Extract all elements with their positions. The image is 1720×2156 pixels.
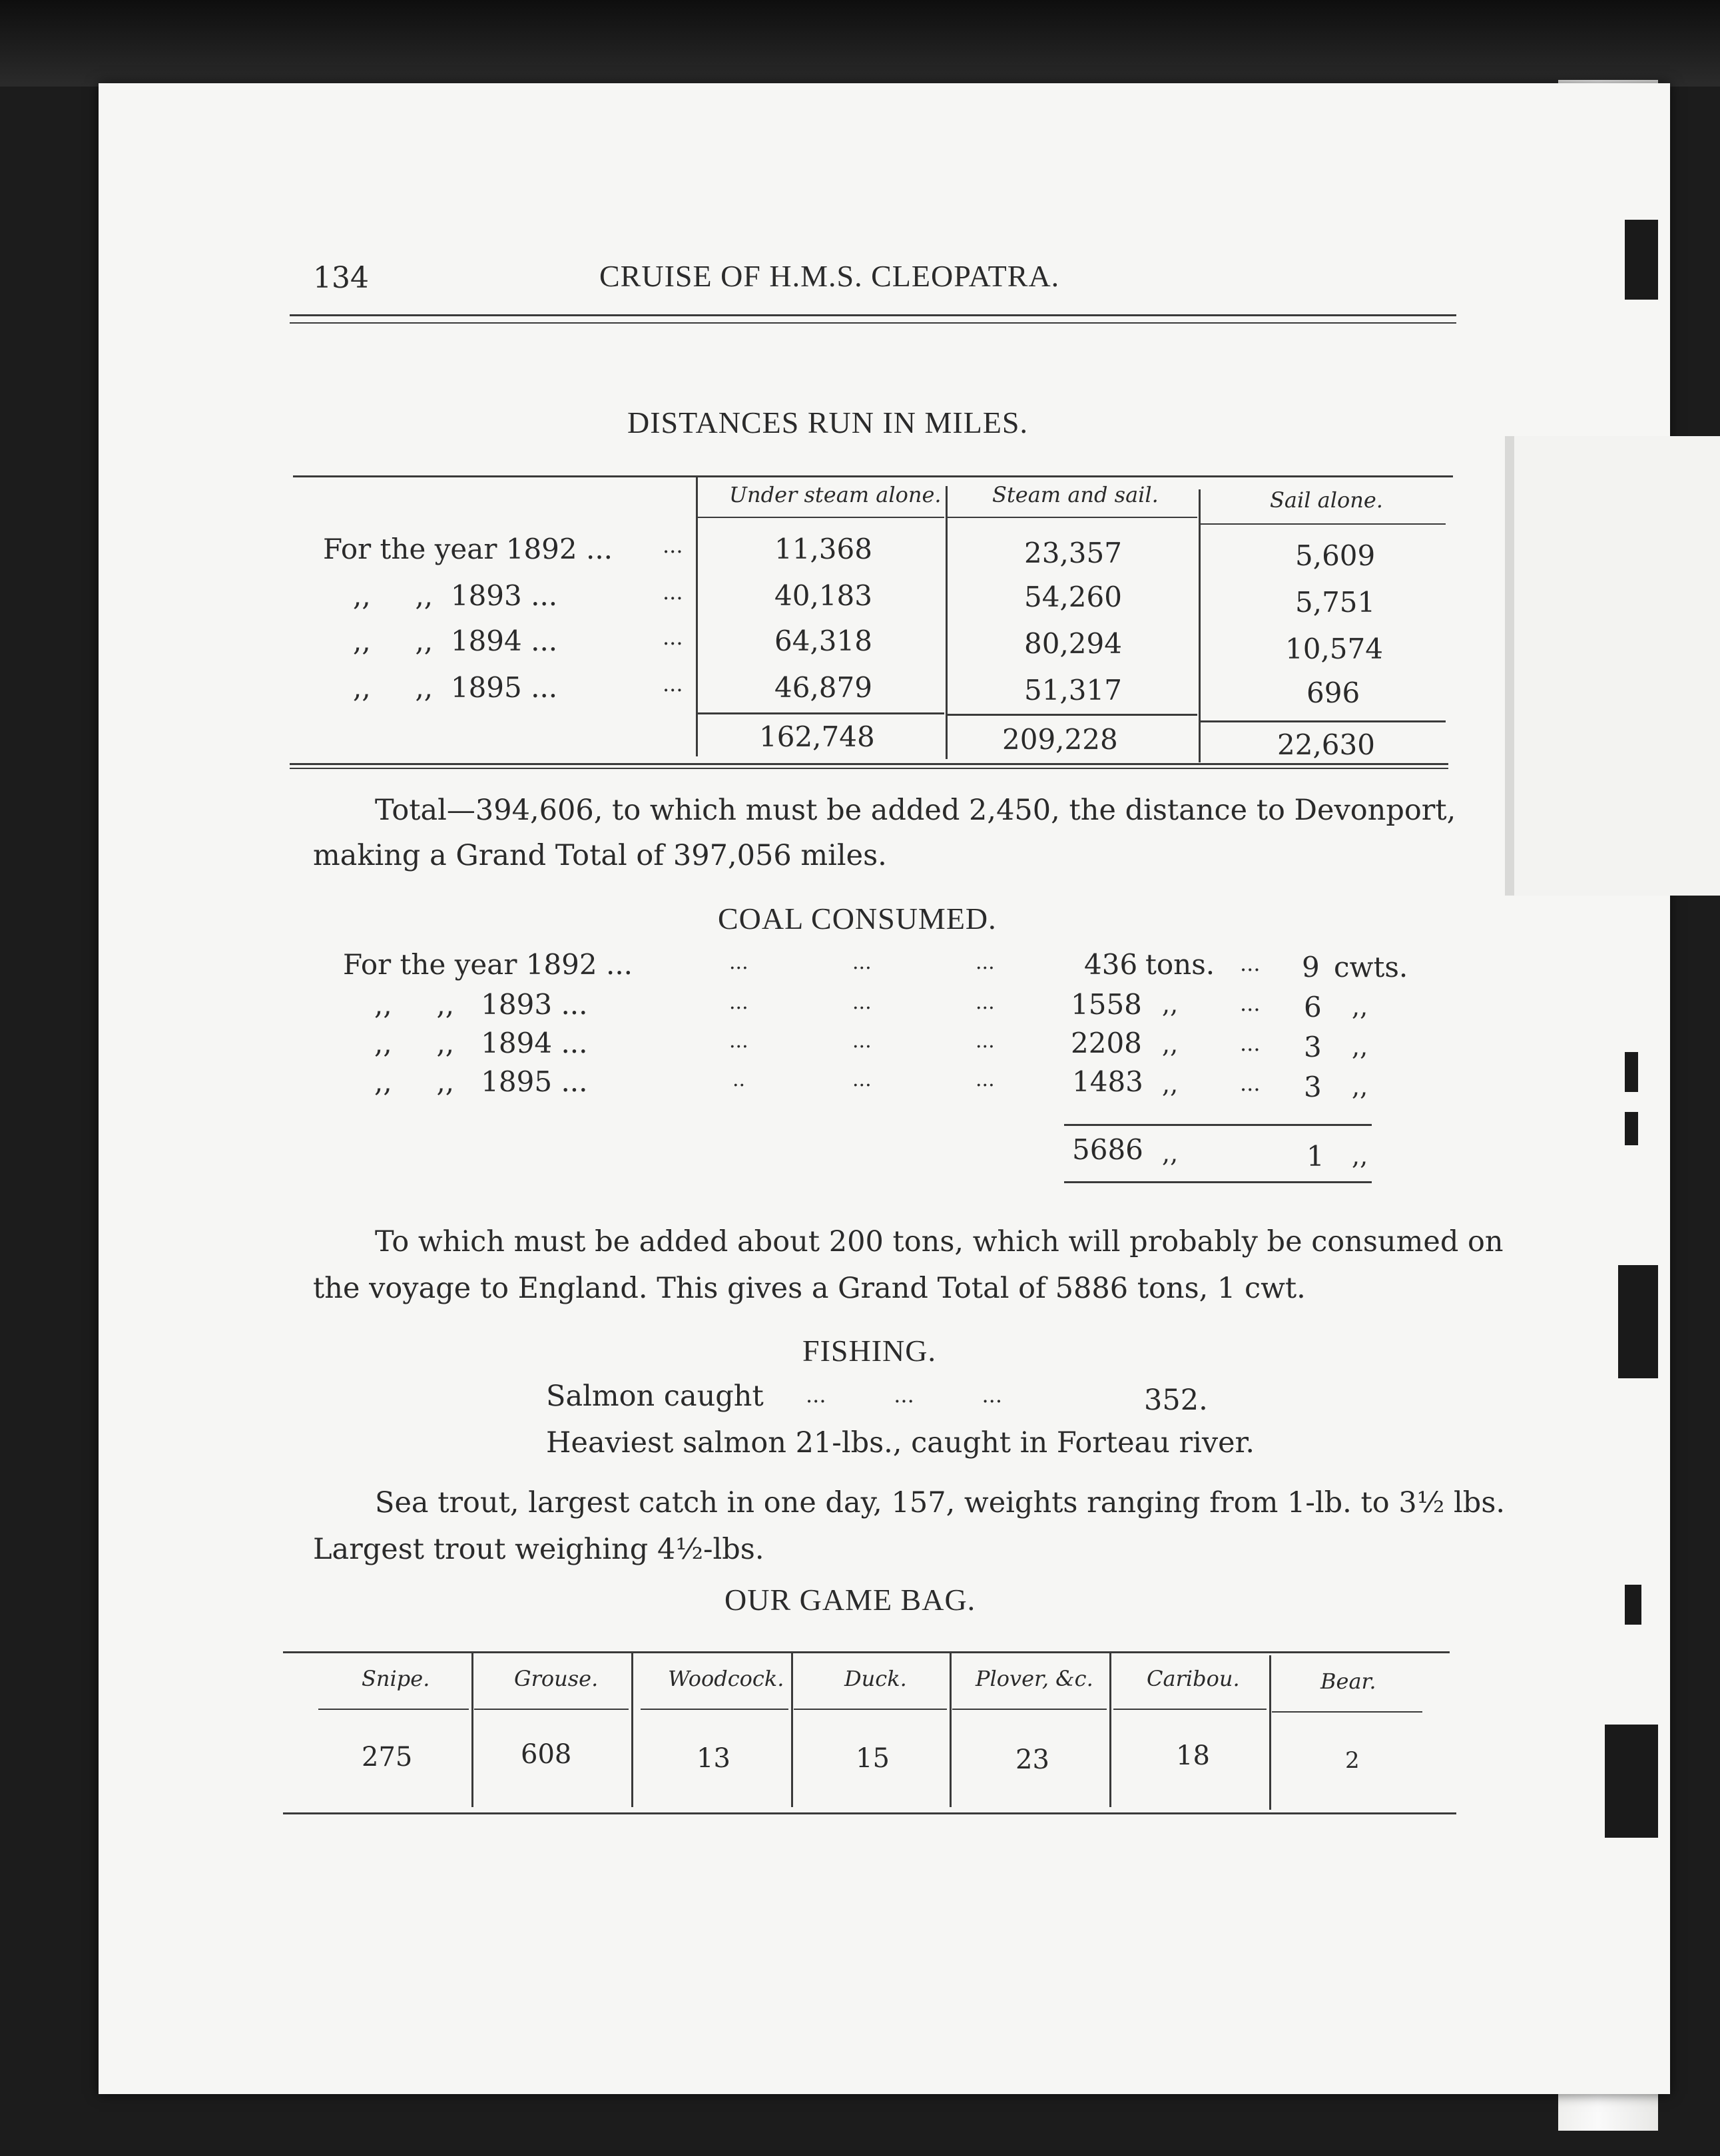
coal-tons-unit: ,, [1162,1069,1179,1099]
salmon-value: 352. [1144,1384,1208,1417]
game-column-divider [1109,1653,1111,1807]
coal-row-dots: ... [852,991,872,1014]
distance-steam: 40,183 [774,579,872,612]
game-column-divider [631,1653,633,1807]
game-value-duck: 15 [856,1743,890,1774]
fishing-heading: FISHING. [802,1334,936,1368]
game-header-plover: Plover, &c. [976,1666,1093,1691]
coal-note-line2: the voyage to England. This gives a Grand Total of 5886 tons, 1 cwt. [313,1272,1306,1305]
coal-tons: 1558 [1071,988,1142,1021]
coal-sep: ... [1240,1031,1261,1056]
trout-line2: Largest trout weighing 4½-lbs. [313,1533,764,1566]
game-header-snipe: Snipe. [362,1666,430,1691]
coal-row-dots: ... [976,1029,995,1053]
header-underline [698,517,944,518]
game-header-duck: Duck. [844,1666,907,1691]
header-underline [1201,523,1446,525]
game-column-divider [471,1653,473,1807]
coal-sep: ... [1240,951,1261,976]
coal-row-dots: ... [852,1068,872,1091]
coal-row-dots: ... [729,1029,748,1053]
header-rule [290,314,1456,316]
coal-tons: 436 [1084,948,1138,981]
distance-sail: 5,609 [1295,539,1376,572]
coal-total-rule [1064,1124,1372,1126]
game-bag-heading: OUR GAME BAG. [724,1583,976,1617]
table-bottom-rule [290,768,1448,769]
coal-tons: 2208 [1071,1027,1142,1059]
coal-row-label: ,, ,, 1893 ... [374,988,588,1021]
column-header-sail: Sail alone. [1270,487,1383,513]
game-value-snipe: 275 [362,1742,413,1772]
distance-row-label: ,, ,, 1893 ... [353,579,558,612]
total-steam-sail: 209,228 [1002,723,1118,756]
trout-line1: Sea trout, largest catch in one day, 157, weights ranging from 1-lb. to 3½ lbs. [375,1486,1506,1519]
binding-mark [1605,1725,1658,1838]
totals-rule [948,714,1197,716]
game-header-underline [641,1709,788,1710]
distance-steam: 64,318 [774,625,872,657]
coal-row-dots: ... [976,991,995,1014]
column-header-steam: Under steam alone. [729,482,942,507]
distance-row-dots: ... [663,625,683,650]
coal-row-dots: ... [729,991,748,1014]
distance-row-dots: ... [663,533,683,558]
distance-steam: 46,879 [774,671,872,704]
header-rule [290,322,1456,324]
coal-sep: ... [1240,1071,1261,1096]
coal-row-label: ,, ,, 1894 ... [374,1027,588,1059]
game-value-caribou: 18 [1176,1741,1210,1771]
coal-cwts-unit: ,, [1352,992,1368,1021]
game-header-underline [318,1709,469,1710]
game-column-divider [791,1653,793,1807]
coal-cwts-unit: cwts. [1334,951,1408,983]
coal-total-cwts-unit: ,, [1352,1141,1368,1171]
coal-cwts: 3 [1304,1031,1322,1063]
game-header-bear: Bear. [1320,1669,1376,1694]
coal-row-dots: .. [732,1068,746,1091]
distance-row-dots: ... [663,671,683,696]
coal-cwts: 3 [1304,1071,1322,1103]
coal-tons-unit: ,, [1162,1029,1179,1059]
distances-heading: DISTANCES RUN IN MILES. [627,405,1028,439]
coal-row-dots: ... [976,951,995,974]
game-top-rule [283,1651,1450,1653]
totals-rule [698,712,944,714]
total-steam: 162,748 [759,720,875,753]
distance-row-label: ,, ,, 1895 ... [353,671,558,704]
binding-mark [1625,1112,1638,1145]
distance-sail: 10,574 [1285,633,1383,665]
distance-sail: 696 [1306,676,1360,709]
coal-row-dots: ... [976,1068,995,1091]
coal-row-dots: ... [852,951,872,974]
totals-rule [1201,720,1446,722]
distance-sail: 5,751 [1295,586,1376,619]
coal-row-label: For the year 1892 ... [343,948,633,981]
coal-cwts: 9 [1302,951,1320,983]
coal-note-line1: To which must be added about 200 tons, which will probably be consumed on [375,1225,1504,1258]
paper-clip [1505,436,1720,896]
coal-bottom-rule [1064,1181,1372,1183]
heaviest-salmon: Heaviest salmon 21-lbs., caught in Forteau river. [546,1426,1255,1460]
distance-steam-sail: 23,357 [1024,537,1122,569]
game-column-divider [1269,1655,1271,1810]
header-underline [948,517,1197,518]
distance-steam: 11,368 [774,533,872,565]
salmon-dots: ... ... ... [806,1382,1002,1408]
game-value-grouse: 608 [521,1739,572,1770]
game-value-plover: 23 [1015,1745,1049,1775]
binding-mark [1618,1265,1658,1378]
distance-row-dots: ... [663,579,683,605]
coal-tons-unit: ,, [1162,989,1179,1019]
distance-steam-sail: 51,317 [1024,674,1122,706]
table-top-rule [293,475,1453,477]
coal-cwts-unit: ,, [1352,1032,1368,1061]
distance-row-label: ,, ,, 1894 ... [353,625,558,657]
game-header-underline [1113,1709,1267,1710]
game-value-bear: 2 [1345,1747,1360,1774]
coal-total-tons-unit: ,, [1162,1139,1179,1168]
coal-row-dots: ... [852,1029,872,1053]
binding-mark [1625,1052,1638,1092]
coal-cwts-unit: ,, [1352,1072,1368,1101]
coal-tons-unit: tons. [1145,948,1215,981]
game-header-underline [952,1709,1107,1710]
scan-background [0,0,1720,87]
coal-row-dots: ... [729,951,748,974]
game-value-woodcock: 13 [697,1743,730,1774]
table-bottom-rule [290,763,1448,765]
game-header-woodcock: Woodcock. [668,1666,784,1691]
total-sail: 22,630 [1277,728,1375,761]
distance-note-line2: making a Grand Total of 397,056 miles. [313,839,887,872]
column-header-steam-sail: Steam and sail. [992,482,1159,507]
game-header-grouse: Grouse. [514,1666,599,1691]
running-title: CRUISE OF H.M.S. CLEOPATRA. [599,259,1060,293]
game-header-underline [474,1709,629,1710]
column-divider [696,477,698,756]
coal-total-cwts: 1 [1306,1140,1324,1173]
column-divider [946,486,948,759]
distance-row-label: For the year 1892 ... [323,533,613,565]
salmon-label: Salmon caught [546,1380,764,1413]
coal-total-tons: 5686 [1072,1133,1143,1166]
distance-steam-sail: 80,294 [1024,627,1122,660]
game-bottom-rule [283,1812,1456,1814]
game-header-underline [794,1709,947,1710]
coal-cwts: 6 [1304,991,1322,1023]
page-number: 134 [313,261,369,295]
distance-steam-sail: 54,260 [1024,581,1122,613]
book-page [99,83,1670,2094]
binding-mark [1625,220,1658,300]
coal-heading: COAL CONSUMED. [718,902,997,936]
distance-note-line1: Total—394,606, to which must be added 2,450, the distance to Devonport, [375,794,1456,827]
game-column-divider [950,1653,952,1807]
game-header-underline [1272,1711,1422,1713]
coal-tons: 1483 [1072,1065,1143,1098]
coal-row-label: ,, ,, 1895 ... [374,1065,588,1098]
coal-sep: ... [1240,991,1261,1016]
binding-mark [1625,1585,1641,1625]
game-header-caribou: Caribou. [1147,1666,1240,1691]
